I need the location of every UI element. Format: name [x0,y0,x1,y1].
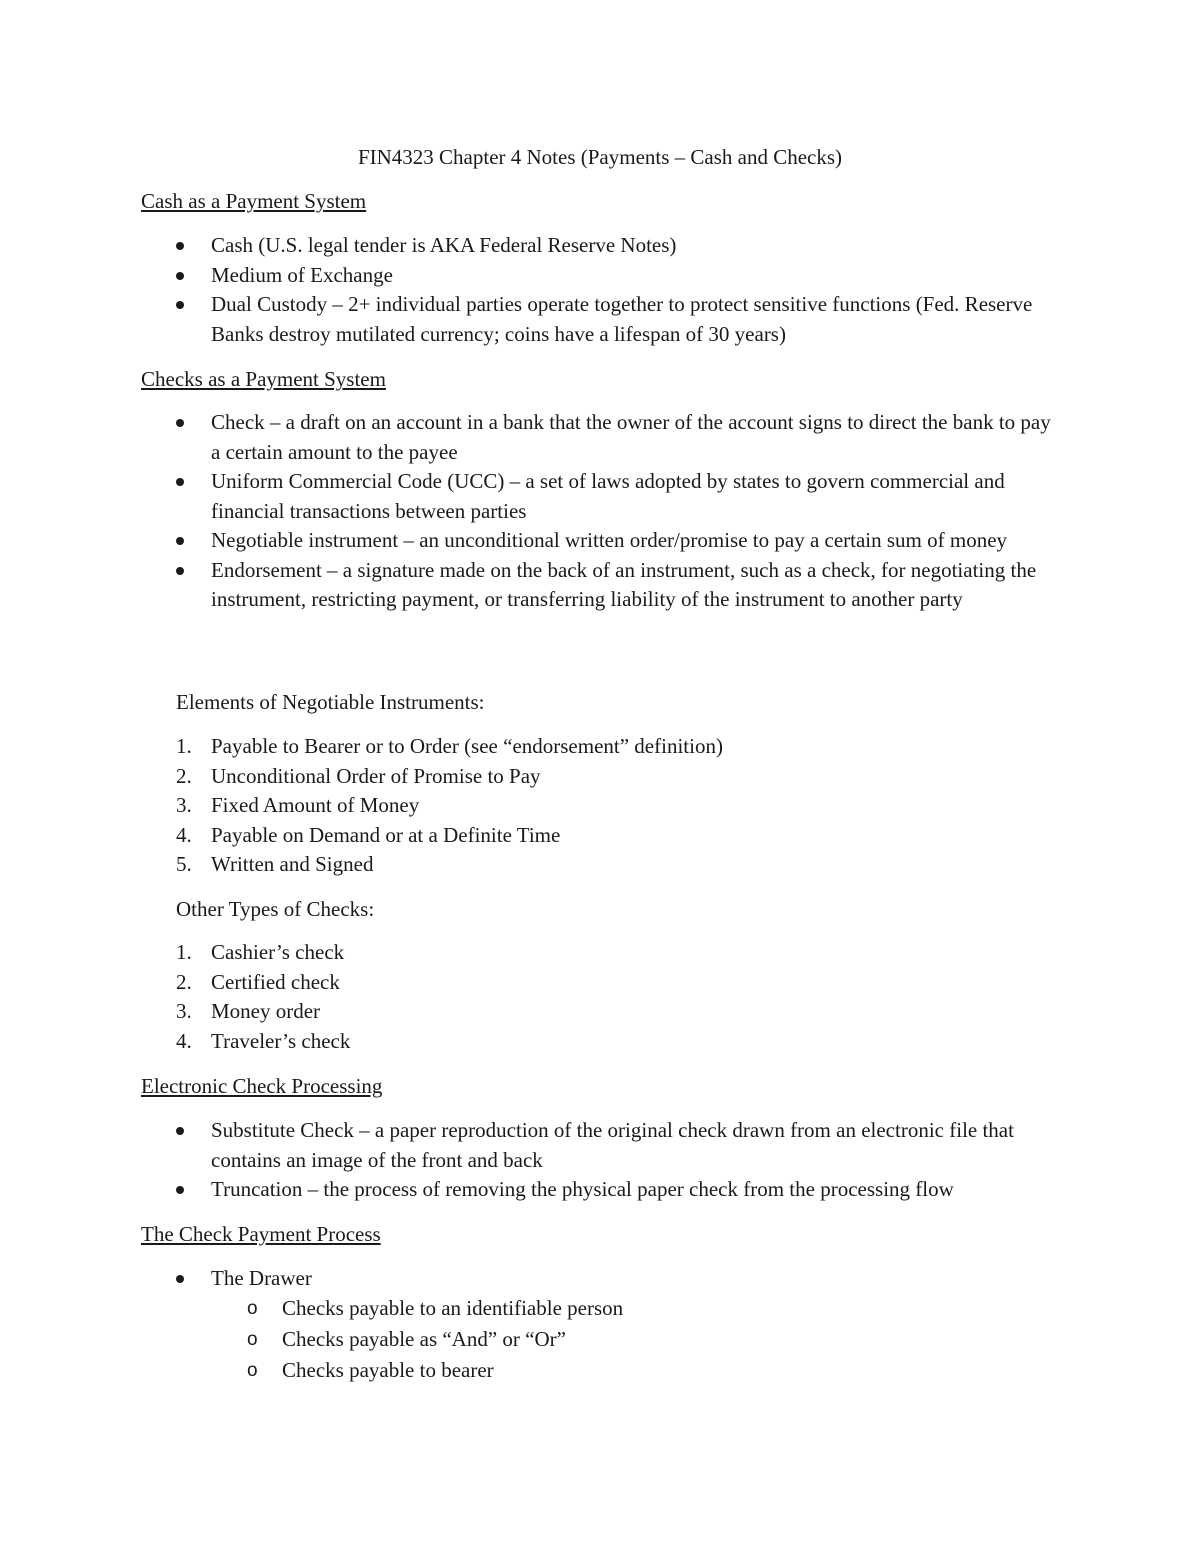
list-item: Cash (U.S. legal tender is AKA Federal Reserve Notes) [141,231,1061,261]
bullet-icon [176,419,184,427]
list-item: Negotiable instrument – an unconditional written order/promise to pay a certain sum of money [141,526,1061,556]
cash-bullet-list [141,231,1061,349]
bullet-icon [176,242,184,250]
list-item: Medium of Exchange [141,261,1061,291]
section-heading-cash: Cash as a Payment System [141,189,367,213]
list-item: Substitute Check – a paper reproduction of the original check drawn from an electronic file that contains an image of the front and back [141,1116,1061,1175]
list-item: 3. Money order [176,999,321,1023]
bullet-icon [176,478,184,486]
hollow-bullet-icon: o [247,1298,258,1319]
document-title: FIN4323 Chapter 4 Notes (Payments – Cash and Checks) [357,145,843,169]
types-numbered-list [141,938,1061,1056]
bullet-icon [176,272,184,280]
section-heading-electronic: Electronic Check Processing [141,1074,383,1098]
hollow-bullet-icon: o [247,1329,258,1350]
list-item: 1. Payable to Bearer or to Order (see “endorsement” definition) [176,734,723,758]
list-item: Check – a draft on an account in a bank that the owner of the account signs to direct the bank to pay a certain amount to the payee [141,408,1061,467]
section-heading-process: The Check Payment Process [141,1222,381,1246]
list-item: Dual Custody – 2+ individual parties operate together to protect sensitive functions (Fed. Reserve Banks destroy mutilated currency; coins have a lifespan of 30 years) [141,290,1061,349]
bullet-icon [176,1127,184,1135]
bullet-icon [176,1275,184,1283]
types-heading: Other Types of Checks: [176,897,375,921]
elements-heading: Elements of Negotiable Instruments: [176,690,485,714]
hollow-bullet-icon: o [247,1360,258,1381]
electronic-bullet-list [141,1116,1061,1205]
process-sub-bullet-list [141,1293,1061,1386]
list-item: Uniform Commercial Code (UCC) – a set of laws adopted by states to govern commercial and financial transactions between parties [141,467,1061,526]
list-item: 2. Certified check [176,969,340,994]
list-item: o Checks payable to an identifiable person [141,1293,1061,1324]
list-item: 2. Unconditional Order of Promise to Pay [176,763,541,788]
list-item: Endorsement – a signature made on the back of an instrument, such as a check, for negotiating the instrument, restricting payment, or transferring liability of the instrument to another party [141,556,1061,615]
bullet-icon [176,1186,184,1194]
list-item: o Checks payable to bearer [141,1355,1061,1386]
list-item: o Checks payable as “And” or “Or” [141,1324,1061,1355]
bullet-icon [176,567,184,575]
checks-bullet-list [141,408,1061,615]
bullet-icon [176,301,184,309]
section-heading-checks: Checks as a Payment System [141,367,386,391]
bullet-icon [176,537,184,545]
list-item: 3. Fixed Amount of Money [176,793,420,817]
process-bullet-list [141,1264,1061,1294]
list-item: 4. Traveler’s check [176,1028,351,1053]
elements-numbered-list [141,732,1061,880]
list-item: Truncation – the process of removing the physical paper check from the processing flow [141,1175,1061,1205]
list-item: 1. Cashier’s check [176,940,345,964]
list-item: 5. Written and Signed [176,852,374,876]
list-item: The Drawer [141,1264,1061,1294]
list-item: 4. Payable on Demand or at a Definite Time [176,822,561,847]
